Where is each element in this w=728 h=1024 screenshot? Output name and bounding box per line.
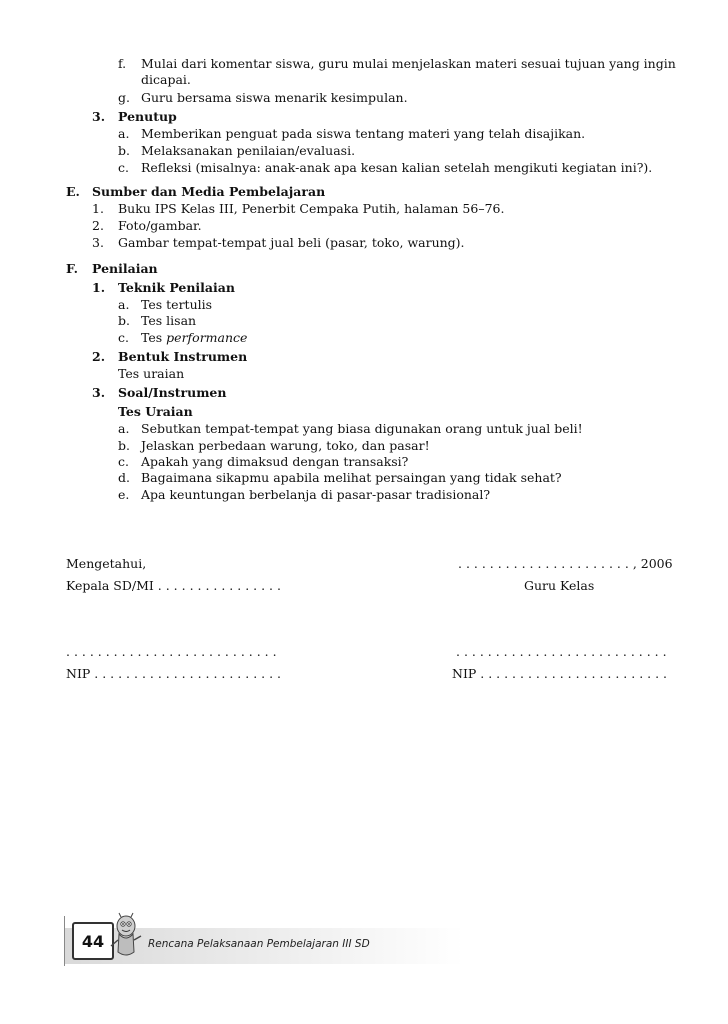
source-3-number: 3. bbox=[92, 235, 104, 250]
section-e-letter: E. bbox=[66, 184, 80, 199]
question-a-text: Sebutkan tempat-tempat yang biasa digunakan orang untuk jual beli! bbox=[141, 421, 583, 436]
bentuk-heading: Bentuk Instrumen bbox=[118, 349, 248, 364]
item-g-letter: g. bbox=[118, 90, 130, 105]
penutup-c-letter: c. bbox=[118, 160, 129, 175]
question-b-letter: b. bbox=[118, 438, 130, 453]
question-c-text: Apakah yang dimaksud dengan transaksi? bbox=[141, 454, 409, 469]
source-1-number: 1. bbox=[92, 201, 104, 216]
question-d-text: Bagaimana sikapmu apabila melihat persaingan yang tidak sehat? bbox=[141, 470, 562, 485]
teknik-number: 1. bbox=[92, 280, 106, 295]
penutup-c-text: Refleksi (misalnya: anak-anak apa kesan kalian setelah mengikuti kegiatan ini?). bbox=[141, 160, 653, 175]
teknik-b-text: Tes lisan bbox=[141, 313, 197, 328]
soal-subheading: Tes Uraian bbox=[118, 404, 193, 419]
nip-right: NIP . . . . . . . . . . . . . . . . . . . . . . . . bbox=[452, 666, 668, 681]
mengetahui-label: Mengetahui, bbox=[66, 556, 147, 571]
teknik-c-letter: c. bbox=[118, 330, 129, 345]
kepala-label: Kepala SD/MI . . . . . . . . . . . . . . . . bbox=[66, 578, 281, 593]
penutup-b-text: Melaksanakan penilaian/evaluasi. bbox=[141, 143, 356, 158]
source-2-number: 2. bbox=[92, 218, 104, 233]
section-f-heading: Penilaian bbox=[92, 261, 158, 276]
teknik-c-word: Tes bbox=[141, 330, 163, 345]
item-f-letter: f. bbox=[118, 56, 127, 71]
item-f-text: Mulai dari komentar siswa, guru mulai menjelaskan materi sesuai tujuan yang ingin bbox=[141, 56, 676, 71]
teknik-a-letter: a. bbox=[118, 297, 130, 312]
source-2-text: Foto/gambar. bbox=[118, 218, 202, 233]
section-e-heading: Sumber dan Media Pembelajaran bbox=[92, 184, 326, 199]
question-b-text: Jelaskan perbedaan warung, toko, dan pasar! bbox=[141, 438, 430, 453]
signature-line-left: . . . . . . . . . . . . . . . . . . . . . . . . . . . bbox=[66, 644, 277, 659]
penutup-number: 3. bbox=[92, 109, 106, 124]
question-e-letter: e. bbox=[118, 487, 130, 502]
guru-kelas-label: Guru Kelas bbox=[524, 578, 595, 593]
source-1-text: Buku IPS Kelas III, Penerbit Cempaka Putih, halaman 56–76. bbox=[118, 201, 505, 216]
teknik-a-text: Tes tertulis bbox=[141, 297, 213, 312]
item-g-text: Guru bersama siswa menarik kesimpulan. bbox=[141, 90, 408, 105]
section-f-letter: F. bbox=[66, 261, 78, 276]
teknik-b-letter: b. bbox=[118, 313, 130, 328]
soal-number: 3. bbox=[92, 385, 106, 400]
question-a-letter: a. bbox=[118, 421, 130, 436]
footer-title: Rencana Pelaksanaan Pembelajaran III SD bbox=[148, 938, 370, 950]
date-line: . . . . . . . . . . . . . . . . . . . . . . , 2006 bbox=[458, 556, 673, 571]
penutup-heading: Penutup bbox=[118, 109, 177, 124]
penutup-a-text: Memberikan penguat pada siswa tentang materi yang telah disajikan. bbox=[141, 126, 586, 141]
footer-frame bbox=[64, 916, 71, 966]
question-c-letter: c. bbox=[118, 454, 129, 469]
question-d-letter: d. bbox=[118, 470, 130, 485]
teknik-c-text bbox=[141, 330, 247, 346]
item-f-text-cont: dicapai. bbox=[141, 72, 191, 87]
penutup-b-letter: b. bbox=[118, 143, 130, 158]
signature-line-right: . . . . . . . . . . . . . . . . . . . . . . . . . . . bbox=[456, 644, 667, 659]
nip-left: NIP . . . . . . . . . . . . . . . . . . . . . . . . bbox=[66, 666, 282, 681]
page-number-text: 44 bbox=[81, 931, 105, 951]
bentuk-number: 2. bbox=[92, 349, 106, 364]
bentuk-text: Tes uraian bbox=[118, 366, 185, 381]
teknik-heading: Teknik Penilaian bbox=[118, 280, 235, 295]
teknik-c-italic: performance bbox=[166, 330, 248, 345]
source-3-text: Gambar tempat-tempat jual beli (pasar, toko, warung). bbox=[118, 235, 465, 250]
soal-heading: Soal/Instrumen bbox=[118, 385, 227, 400]
question-e-text: Apa keuntungan berbelanja di pasar-pasar tradisional? bbox=[141, 487, 491, 502]
mascot-icon bbox=[108, 912, 144, 962]
penutup-a-letter: a. bbox=[118, 126, 130, 141]
